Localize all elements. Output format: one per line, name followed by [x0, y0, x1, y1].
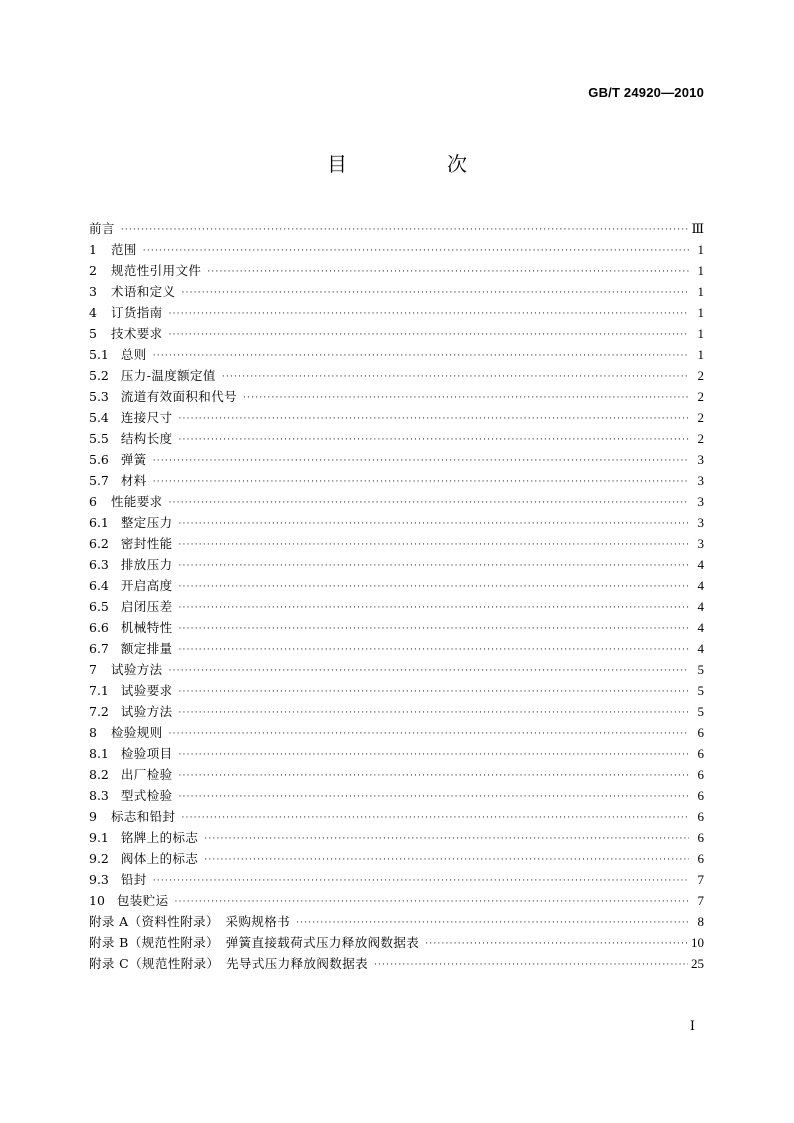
toc-dot-leader — [181, 286, 689, 300]
toc-entry-title: 前言 — [89, 221, 115, 236]
toc-entry-number: 6.5 — [89, 599, 109, 614]
toc-entry-page: 7 — [697, 893, 704, 908]
toc-entry-number: 5.4 — [89, 410, 109, 425]
toc-entry-page: 6 — [697, 767, 704, 782]
toc-entry[interactable] — [89, 300, 704, 321]
toc-dot-leader — [207, 265, 689, 279]
toc-dot-leader — [374, 958, 688, 972]
toc-entry-title: 检验规则 — [110, 725, 163, 740]
toc-entry-title: 密封性能 — [120, 536, 173, 551]
toc-entry-number: 6.1 — [89, 515, 109, 530]
toc-dot-leader — [169, 664, 689, 678]
toc-entry-number: 1 — [89, 242, 97, 257]
toc-entry-number: 9 — [89, 809, 97, 824]
toc-entry[interactable] — [89, 804, 704, 825]
toc-entry[interactable] — [89, 867, 704, 888]
toc-entry[interactable] — [89, 342, 704, 363]
toc-entry-title: 铭牌上的标志 — [120, 830, 199, 845]
toc-entry-page: 4 — [697, 620, 704, 635]
toc-entry[interactable] — [89, 951, 704, 972]
toc-entry-title: 弹簧 — [120, 452, 147, 467]
toc-entry-page: 3 — [697, 536, 704, 551]
toc-entry[interactable] — [89, 825, 704, 846]
toc-entry-title: 结构长度 — [120, 431, 173, 446]
toc-dot-leader — [179, 559, 690, 573]
toc-entry-page: 1 — [697, 326, 704, 341]
toc-entry-number: 9.2 — [89, 851, 109, 866]
toc-dot-leader — [179, 412, 690, 426]
toc-entry-page: 1 — [697, 305, 704, 320]
toc-dot-leader — [179, 622, 690, 636]
toc-entry-page: 6 — [697, 746, 704, 761]
toc-dot-leader — [179, 538, 690, 552]
toc-entry-number: 8 — [89, 725, 97, 740]
toc-entry-title: 包装贮运 — [116, 893, 169, 908]
toc-entry-title: 技术要求 — [110, 326, 163, 341]
toc-dot-leader — [169, 496, 689, 510]
toc-entry-number: 5.7 — [89, 473, 109, 488]
toc-entry[interactable] — [89, 384, 704, 405]
toc-dot-leader — [181, 811, 689, 825]
toc-entry-number: 5.2 — [89, 368, 109, 383]
toc-entry-number: 8.3 — [89, 788, 109, 803]
toc-entry-number: 5 — [89, 326, 97, 341]
toc-entry[interactable] — [89, 720, 704, 741]
toc-entry-page: Ⅲ — [691, 221, 704, 236]
toc-entry-page: 4 — [697, 599, 704, 614]
toc-title: 目 次 — [327, 152, 507, 176]
toc-entry-page: 3 — [697, 515, 704, 530]
toc-entry-page: 5 — [697, 662, 704, 677]
toc-entry-page: 2 — [697, 368, 704, 383]
toc-entry[interactable] — [89, 216, 704, 237]
toc-entry[interactable] — [89, 363, 704, 384]
toc-entry-number: 6.3 — [89, 557, 109, 572]
toc-entry-number: 5.5 — [89, 431, 109, 446]
toc-dot-leader — [153, 475, 689, 489]
toc-entry-number: 10 — [89, 893, 105, 908]
toc-entry-title: 范围 — [110, 242, 137, 257]
toc-entry-page: 1 — [697, 284, 704, 299]
toc-entry-title: 附录 C（规范性附录） 先导式压力释放阀数据表 — [89, 956, 368, 971]
toc-entry[interactable] — [89, 909, 704, 930]
toc-entry[interactable] — [89, 426, 704, 447]
toc-dot-leader — [121, 223, 689, 237]
toc-entry[interactable] — [89, 762, 704, 783]
toc-entry-page: 3 — [697, 494, 704, 509]
toc-entry-page: 7 — [697, 872, 704, 887]
toc-entry-number: 5.6 — [89, 452, 109, 467]
toc-dot-leader — [169, 307, 689, 321]
toc-dot-leader — [296, 916, 689, 930]
toc-entry[interactable] — [89, 258, 704, 279]
toc-entry[interactable] — [89, 930, 704, 951]
toc-entry-number: 6.4 — [89, 578, 109, 593]
toc-entry-title: 总则 — [120, 347, 147, 362]
toc-dot-leader — [169, 328, 689, 342]
toc-entry-page: 4 — [697, 578, 704, 593]
toc-dot-leader — [179, 706, 690, 720]
toc-entry[interactable] — [89, 636, 704, 657]
toc-entry[interactable] — [89, 678, 704, 699]
toc-entry-title: 试验方法 — [120, 704, 173, 719]
toc-dot-leader — [179, 580, 690, 594]
toc-entry-title: 规范性引用文件 — [110, 263, 202, 278]
toc-dot-leader — [175, 895, 689, 909]
table-of-contents — [89, 216, 704, 972]
toc-entry-page: 1 — [697, 263, 704, 278]
toc-entry-title: 标志和铅封 — [110, 809, 176, 824]
toc-dot-leader — [204, 853, 689, 867]
toc-entry-title: 试验方法 — [110, 662, 163, 677]
toc-dot-leader — [243, 391, 689, 405]
toc-entry[interactable] — [89, 510, 704, 531]
toc-entry[interactable] — [89, 699, 704, 720]
toc-entry-title: 检验项目 — [120, 746, 173, 761]
toc-entry-page: 6 — [697, 830, 704, 845]
toc-entry-number: 9.1 — [89, 830, 109, 845]
toc-entry-page: 2 — [697, 431, 704, 446]
toc-entry-title: 整定压力 — [120, 515, 173, 530]
toc-dot-leader — [204, 832, 689, 846]
toc-entry-title: 阀体上的标志 — [120, 851, 199, 866]
toc-entry[interactable] — [89, 888, 704, 909]
toc-entry[interactable] — [89, 447, 704, 468]
toc-dot-leader — [153, 349, 689, 363]
toc-entry-number: 4 — [89, 305, 97, 320]
toc-entry-number: 9.3 — [89, 872, 109, 887]
toc-entry-title: 订货指南 — [110, 305, 163, 320]
toc-entry-title: 术语和定义 — [110, 284, 176, 299]
toc-entry[interactable] — [89, 237, 704, 258]
toc-dot-leader — [179, 685, 690, 699]
toc-dot-leader — [179, 433, 690, 447]
toc-entry[interactable] — [89, 321, 704, 342]
toc-entry-page: 6 — [697, 725, 704, 740]
toc-entry[interactable] — [89, 531, 704, 552]
toc-entry-page: 2 — [697, 389, 704, 404]
toc-entry[interactable] — [89, 594, 704, 615]
toc-entry[interactable] — [89, 741, 704, 762]
toc-entry-number: 8.1 — [89, 746, 109, 761]
toc-entry-page: 1 — [697, 347, 704, 362]
toc-entry[interactable] — [89, 489, 704, 510]
toc-entry[interactable] — [89, 783, 704, 804]
toc-entry-number: 6 — [89, 494, 97, 509]
toc-entry-number: 6.6 — [89, 620, 109, 635]
toc-entry-number: 5.3 — [89, 389, 109, 404]
toc-dot-leader — [179, 790, 690, 804]
toc-entry-title: 试验要求 — [120, 683, 173, 698]
toc-entry-page: 3 — [697, 452, 704, 467]
toc-entry-page: 3 — [697, 473, 704, 488]
standard-code: GB/T 24920—2010 — [588, 85, 704, 100]
toc-entry-title: 附录 B（规范性附录） 弹簧直接载荷式压力释放阀数据表 — [89, 935, 420, 950]
toc-entry[interactable] — [89, 573, 704, 594]
toc-dot-leader — [425, 937, 688, 951]
toc-entry-number: 6.7 — [89, 641, 109, 656]
toc-entry-title: 连接尺寸 — [120, 410, 173, 425]
toc-dot-leader — [169, 727, 689, 741]
toc-dot-leader — [179, 517, 690, 531]
toc-entry-title: 附录 A（资料性附录） 采购规格书 — [89, 914, 291, 929]
toc-entry[interactable] — [89, 405, 704, 426]
toc-dot-leader — [153, 454, 689, 468]
toc-dot-leader — [222, 370, 689, 384]
toc-entry-number: 8.2 — [89, 767, 109, 782]
toc-entry-number: 2 — [89, 263, 97, 278]
toc-entry-page: 6 — [697, 788, 704, 803]
toc-dot-leader — [179, 601, 690, 615]
toc-entry-title: 材料 — [120, 473, 147, 488]
toc-entry-page: 6 — [697, 809, 704, 824]
toc-entry-title: 排放压力 — [120, 557, 173, 572]
toc-entry-number: 5.1 — [89, 347, 109, 362]
toc-entry-title: 开启高度 — [120, 578, 173, 593]
toc-entry[interactable] — [89, 846, 704, 867]
toc-dot-leader — [179, 748, 690, 762]
toc-entry-number: 7 — [89, 662, 97, 677]
toc-entry-title: 型式检验 — [120, 788, 173, 803]
toc-entry-title: 出厂检验 — [120, 767, 173, 782]
toc-entry-number: 3 — [89, 284, 97, 299]
toc-entry[interactable] — [89, 552, 704, 573]
toc-entry[interactable] — [89, 468, 704, 489]
toc-dot-leader — [179, 643, 690, 657]
toc-entry[interactable] — [89, 657, 704, 678]
toc-entry[interactable] — [89, 279, 704, 300]
toc-entry-page: 10 — [691, 935, 704, 950]
toc-entry-title: 流道有效面积和代号 — [120, 389, 237, 404]
toc-entry-page: 1 — [697, 242, 704, 257]
toc-entry[interactable] — [89, 615, 704, 636]
toc-dot-leader — [179, 769, 690, 783]
toc-entry-page: 5 — [697, 704, 704, 719]
toc-entry-page: 2 — [697, 410, 704, 425]
toc-entry-page: 4 — [697, 557, 704, 572]
toc-entry-title: 铅封 — [120, 872, 147, 887]
toc-entry-number: 6.2 — [89, 536, 109, 551]
toc-dot-leader — [153, 874, 689, 888]
page-number: Ⅰ — [689, 1018, 695, 1033]
toc-entry-title: 性能要求 — [110, 494, 163, 509]
toc-entry-number: 7.1 — [89, 683, 109, 698]
toc-entry-page: 8 — [697, 914, 704, 929]
toc-entry-page: 4 — [697, 641, 704, 656]
toc-entry-title: 机械特性 — [120, 620, 173, 635]
toc-entry-page: 6 — [697, 851, 704, 866]
toc-entry-page: 5 — [697, 683, 704, 698]
toc-entry-page: 25 — [691, 956, 704, 971]
toc-entry-title: 启闭压差 — [120, 599, 173, 614]
toc-entry-title: 压力-温度额定值 — [120, 368, 216, 383]
toc-dot-leader — [143, 244, 689, 258]
toc-entry-title: 额定排量 — [120, 641, 173, 656]
toc-entry-number: 7.2 — [89, 704, 109, 719]
